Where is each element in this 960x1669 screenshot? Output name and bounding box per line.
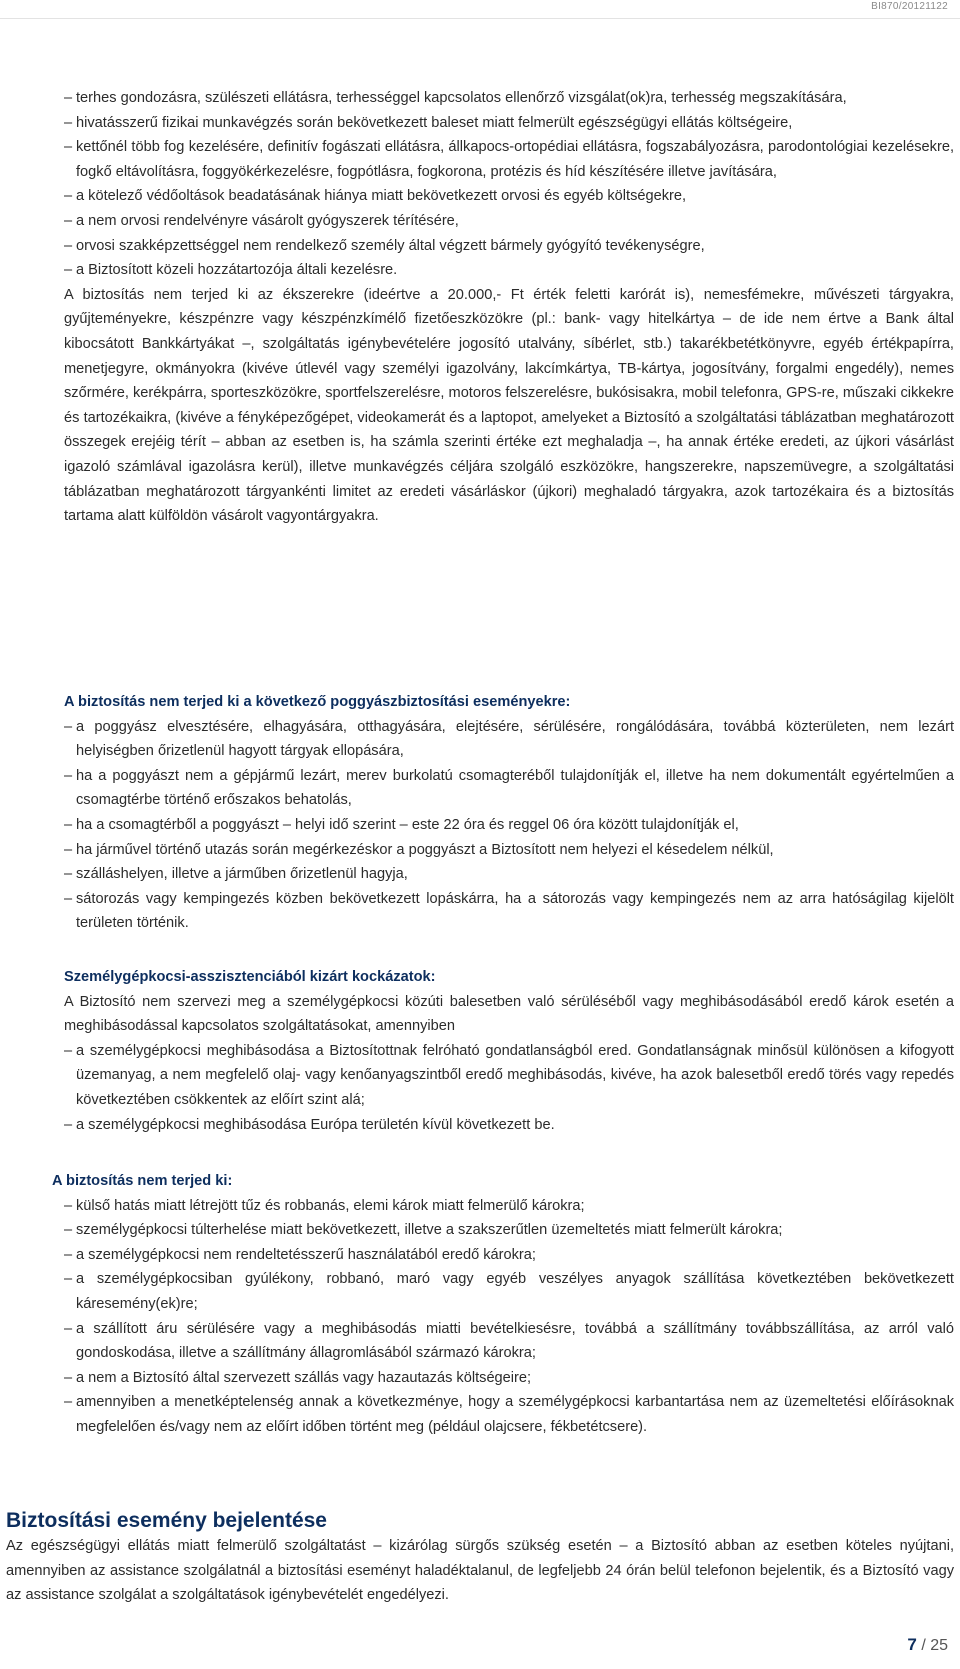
dash-bullet: – <box>64 188 73 205</box>
list-item: – amennyiben a menetképtelenség annak a következménye, hogy a személygépkocsi karbantartása nem az üzemeltetési előírásoknak megfelelően és/vagy nem az előírt időben történt meg (például olajcsere, fékbetétcsere). <box>64 1390 954 1439</box>
luggage-exclusions-section <box>64 690 954 936</box>
list-item: – a nem a Biztosító által szervezett szállás vagy hazautazás költségeire; <box>64 1366 954 1391</box>
list-item: – külső hatás miatt létrejött tűz és robbanás, elemi károk miatt felmerülő károkra; <box>64 1194 954 1219</box>
dash-bullet: – <box>64 1320 73 1337</box>
dash-bullet: – <box>64 1197 73 1214</box>
exclusion-list-medical <box>64 86 954 283</box>
dash-bullet: – <box>64 1394 73 1411</box>
dash-bullet: – <box>64 90 73 106</box>
section-title: Biztosítási esemény bejelentése <box>6 1509 327 1532</box>
valuables-exclusion-paragraph: A biztosítás nem terjed ki az ékszerekre (ideértve a 20.000,- Ft érték feletti karórát is), nemesfémekre, művészeti tárgyakra, gyűjteményekre, készpénzre vagy készpénzkímélő fizetőeszközökre (pl.: bank- vagy hitelkártya – de ide nem értve a Bank által kibocsátott Bankkártyákat –, szolgáltatás igénybevételére jogosító utalvány, síbérlet, stb.) takarékbetétkönyvre, egyéb értékpapírra, menetjegyre, okmányokra (kivéve útlevél vagy személyi igazolvány, lakcímkártya, TB-kártya, jogosítvány, forgalmi engedély), nemes szőrmére, kerékpárra, sporteszközökre, sportfelszerelésre, motoros felszerelésre, bukósisakra, mobil telefonra, GPS-re, műszaki cikkekre és tartozékaikra, (kivéve a fényképezőgépet, videokamerát és a laptopot, amelyeket a Biztosító a szolgáltatási táblázatban meghatározott összegek erejéig térít – abban az esetben is, ha számla szerinti értéke ezt meghaladja –, ha annak értéke eredeti, az újkori vásárlást igazoló számlával igazolásra kerül), illetve munkavégzés céljára szolgáló eszközökre, hangszerekre, napszemüvegre, a szolgáltatási táblázatban meghatározott tárgyankénti limitet az eredeti vásárláskor (újkori) meghaladó tárgyakra, azok tartozékaira és a biztosítás tartama alatt külföldön vásárolt vagyontárgyakra. <box>64 286 954 525</box>
list-item: – a Biztosított közeli hozzátartozója általi kezelésre. <box>64 258 954 283</box>
list-item: – a szállított áru sérülésére vagy a meghibásodás miatti bevételkiesésre, továbbá a szállítmány továbbszállítása, az arról való gondoskodása, illetve a szállítmány állagromlásából származó károkra; <box>64 1317 954 1366</box>
car-assistance-intro: A Biztosító nem szervezi meg a személygépkocsi közúti balesetben való sérüléséből vagy meghibásodásából eredő károk esetén a meghibásodással kapcsolatos szolgáltatásokat, amennyiben <box>64 993 954 1035</box>
dash-bullet: – <box>64 841 73 858</box>
car-assistance-heading: Személygépkocsi-asszisztenciából kizárt kockázatok: <box>64 969 436 985</box>
list-item: – a személygépkocsi meghibásodása Európa területén kívül következett be. <box>64 1113 954 1138</box>
dash-bullet: – <box>64 262 73 279</box>
list-item: – ha a poggyászt nem a gépjármű lezárt, merev burkolatú csomagteréből tulajdonítják el, illetve ha nem dokumentált egyértelműen a csomagtérbe történő erőszakos behatolás, <box>64 764 954 813</box>
claim-report-section <box>6 1508 954 1608</box>
dash-bullet: – <box>64 1116 73 1133</box>
list-item: – sátorozás vagy kempingezés közben bekövetkezett lopáskárra, ha a sátorozás vagy kempingezés nem az arra hatóságilag kijelölt területen történik. <box>64 887 954 936</box>
list-item: – ha járművel történő utazás során megérkezéskor a poggyászt a Biztosított nem helyezi el késedelem nélkül, <box>64 838 954 863</box>
dash-bullet: – <box>64 212 73 229</box>
dash-bullet: – <box>64 816 73 833</box>
dash-bullet: – <box>64 1271 73 1288</box>
list-item: – a poggyász elvesztésére, elhagyására, otthagyására, elejtésére, sérülésére, rongálódására, továbbá közterületen, nem lezárt helyiségben őrizetlenül hagyott tárgyak ellopására, <box>64 715 954 764</box>
dash-bullet: – <box>64 866 73 883</box>
list-item: – orvosi szakképzettséggel nem rendelkező személy által végzett bármely gyógyító tevékenységre, <box>64 234 954 259</box>
list-item: – a személygépkocsiban gyúlékony, robbanó, maró vagy egyéb veszélyes anyagok szállítása következtében bekövetkezett káresemény(ek)re; <box>64 1267 954 1316</box>
list-item: – a kötelező védőoltások beadatásának hiánya miatt bekövetkezett orvosi és egyéb költségekre, <box>64 184 954 209</box>
exclusions-medical-section <box>64 86 954 529</box>
luggage-exclusions-heading: A biztosítás nem terjed ki a következő poggyászbiztosítási eseményekre: <box>64 694 571 710</box>
claim-report-text: Az egészségügyi ellátás miatt felmerülő szolgáltatást – kizárólag sürgős szükség esetén – a Biztosító abban az esetben köteles nyújtani, amennyiben az assistance szolgálatnál a biztosítási eseményt haladéktalanul, de legfeljebb 24 órán belül telefonon bejelentik, és a Biztosító vagy az assistance szolgálat a szolgáltatások igénybevételét engedélyezi. <box>6 1538 954 1604</box>
page-total: / 25 <box>921 1637 948 1654</box>
dash-bullet: – <box>64 767 73 784</box>
general-exclusions-section <box>52 1169 954 1440</box>
general-exclusions-heading: A biztosítás nem terjed ki: <box>52 1173 233 1189</box>
dash-bullet: – <box>64 1042 73 1059</box>
dash-bullet: – <box>64 890 73 907</box>
dash-bullet: – <box>64 1222 73 1239</box>
list-item: – terhes gondozásra, szülészeti ellátásra, terhességgel kapcsolatos ellenőrző vizsgálat(ok)ra, terhesség megszakítására, <box>64 86 954 111</box>
car-assistance-exclusions-section <box>64 965 954 1137</box>
list-item: – ha a csomagtérből a poggyászt – helyi idő szerint – este 22 óra és reggel 06 óra között tulajdonítják el, <box>64 813 954 838</box>
dash-bullet: – <box>64 1246 73 1263</box>
list-item: – a személygépkocsi meghibásodása a Biztosítottnak felróható gondatlanságból ered. Gondatlanságnak minősül különösen a kifogyott üzemanyag, a nem megfelelő olaj- vagy kenőanyagszintből eredő meghibásodás, kivéve, ha azok balesetből eredő törés vagy repedés következtében csökkentek az előírt szint alá; <box>64 1039 954 1113</box>
page-current: 7 <box>907 1635 917 1654</box>
header-divider <box>0 18 960 19</box>
dash-bullet: – <box>64 718 73 735</box>
page-number <box>907 1635 948 1655</box>
dash-bullet: – <box>64 1369 73 1386</box>
dash-bullet: – <box>64 114 73 131</box>
dash-bullet: – <box>64 139 73 156</box>
list-item: – a személygépkocsi nem rendeltetésszerű használatából eredő károkra; <box>64 1243 954 1268</box>
list-item: – kettőnél több fog kezelésére, definitív fogászati ellátásra, állkapocs-ortopédiai ellátásra, fogszabályozásra, parodontológiai kezelésekre, fogkő eltávolításra, foggyökérkezelésre, fogpótlásra, fogkorona, protézis és híd készítésére illetve javítására, <box>64 135 954 184</box>
list-item: – a nem orvosi rendelvényre vásárolt gyógyszerek térítésére, <box>64 209 954 234</box>
list-item: – hivatásszerű fizikai munkavégzés során bekövetkezett baleset miatt felmerült egészségügyi ellátás költségeire, <box>64 111 954 136</box>
general-exclusions-list <box>52 1194 954 1440</box>
dash-bullet: – <box>64 237 73 254</box>
list-item: – szálláshelyen, illetve a járműben őrizetlenül hagyja, <box>64 862 954 887</box>
document-code: BI870/20121122 <box>871 1 948 12</box>
list-item: – személygépkocsi túlterhelése miatt bekövetkezett, illetve a szakszerűtlen üzemeltetés miatt felmerült károkra; <box>64 1218 954 1243</box>
